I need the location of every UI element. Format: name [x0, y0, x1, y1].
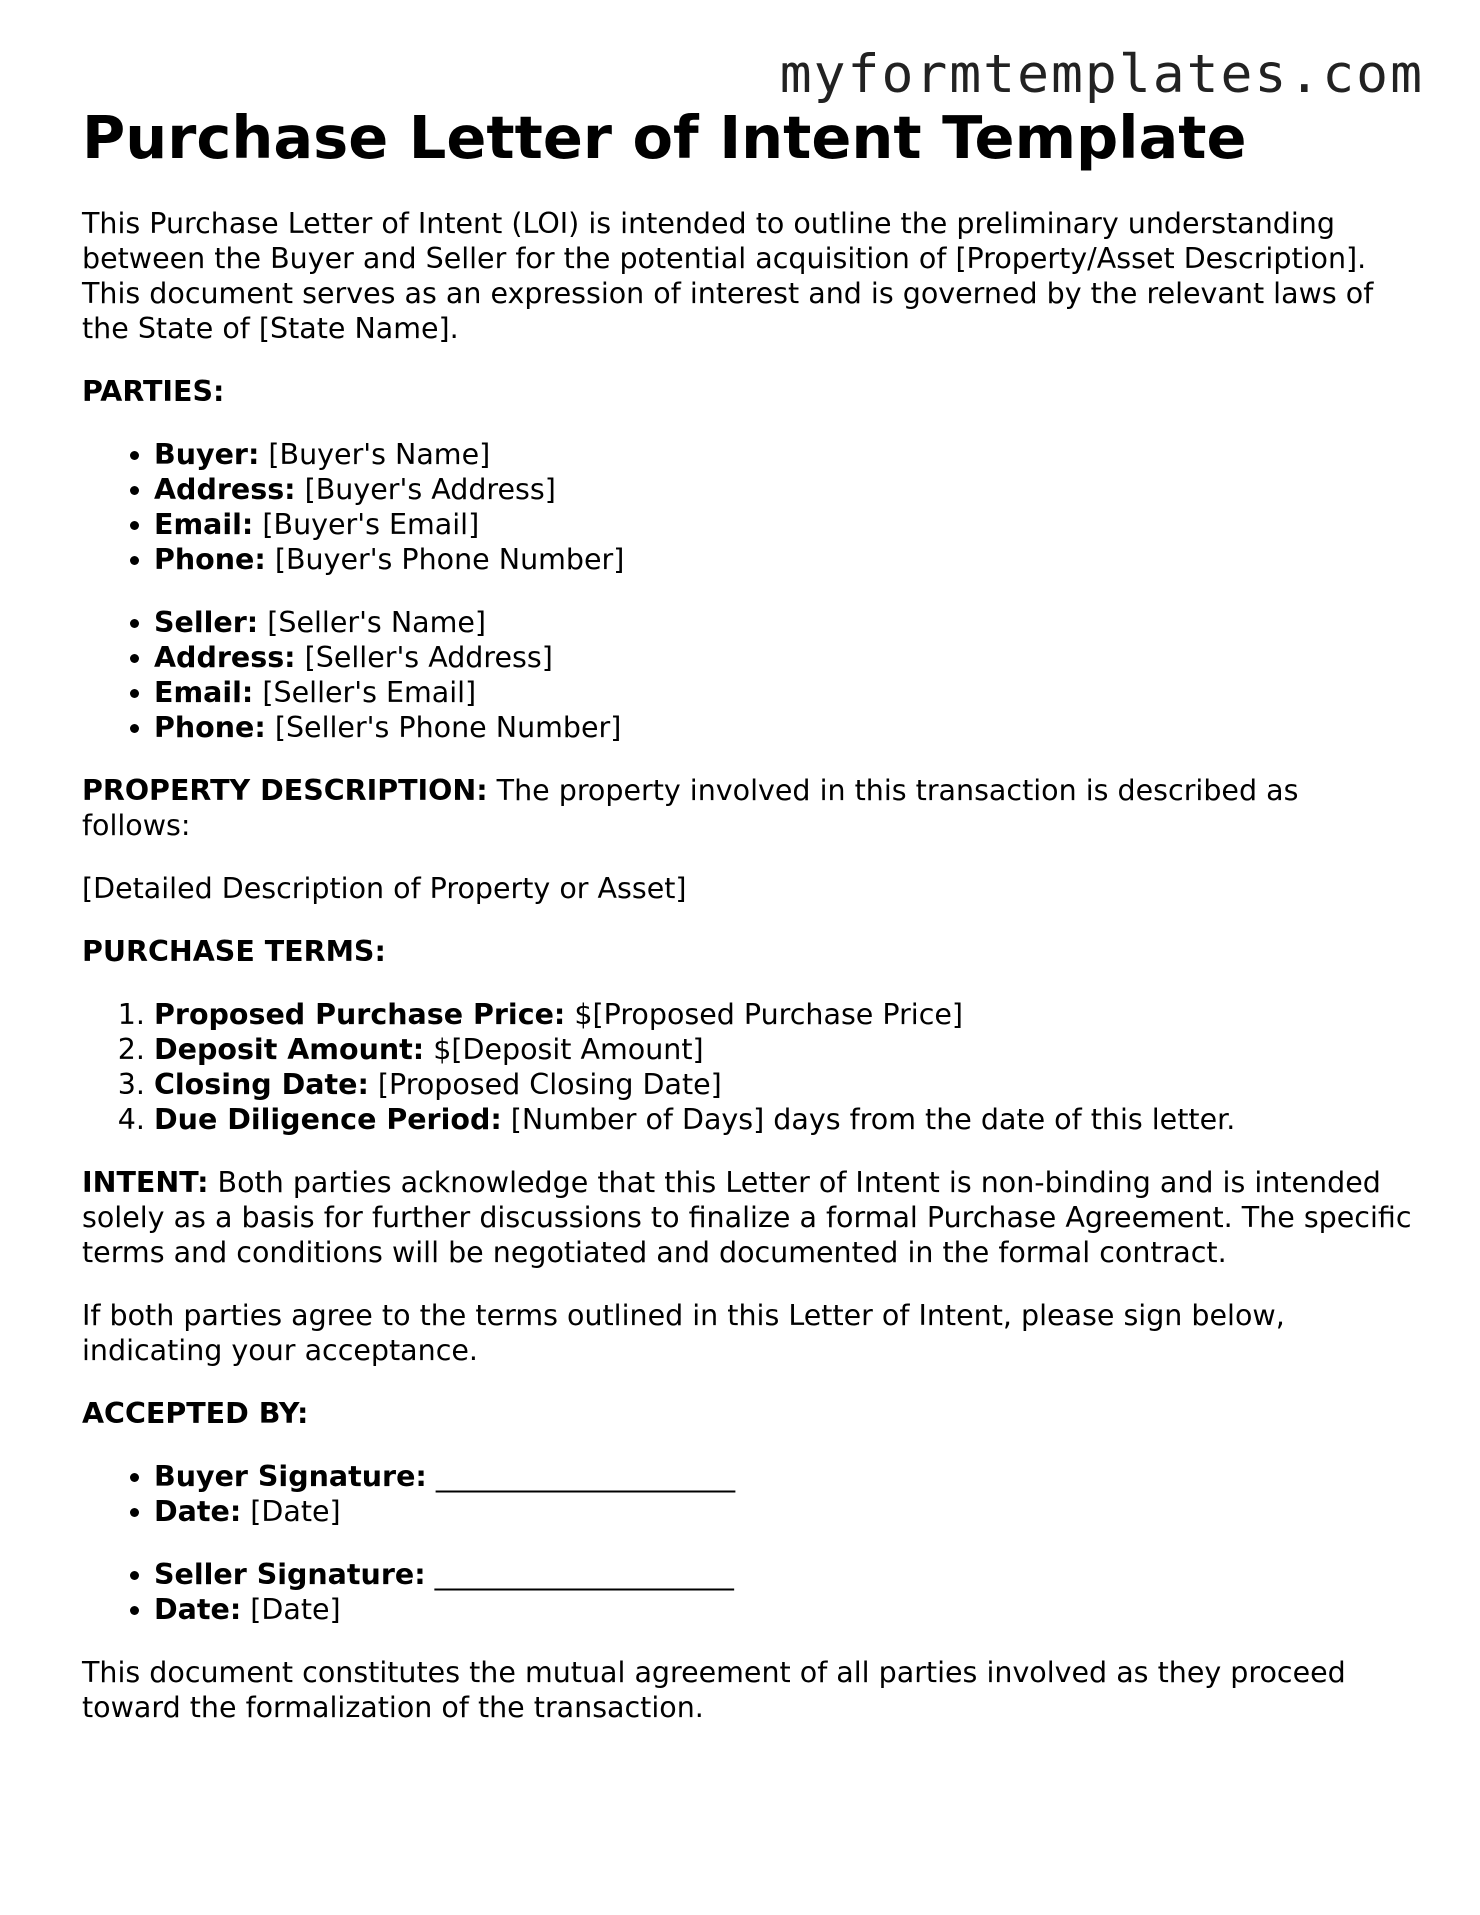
term-label: Deposit Amount: — [154, 1033, 425, 1066]
field-label: Email: — [154, 676, 254, 709]
buyer-signature-list — [82, 1459, 1412, 1529]
property-description-label: PROPERTY DESCRIPTION: — [82, 774, 488, 807]
list-item — [154, 437, 1412, 472]
field-value: [Seller's Email] — [253, 676, 477, 709]
closing-paragraph: This document constitutes the mutual agreement of all parties involved as they proceed toward the formalization of the transaction. — [82, 1656, 1346, 1724]
field-value: [Seller's Address] — [295, 641, 553, 674]
document-page — [82, 100, 1412, 1753]
term-label: Due Diligence Period: — [154, 1103, 502, 1136]
property-description-paragraph — [82, 773, 1412, 843]
list-item — [154, 1557, 1412, 1592]
term-value: [Proposed Closing Date] — [368, 1068, 722, 1101]
field-value: [Seller's Phone Number] — [265, 711, 622, 744]
list-item — [154, 1459, 1412, 1494]
list-item — [154, 1067, 1412, 1102]
accepted-by-heading: ACCEPTED BY: — [82, 1397, 309, 1430]
page-title: Purchase Letter of Intent Template — [82, 103, 1247, 172]
field-value: [Buyer's Email] — [253, 508, 480, 541]
list-item — [154, 472, 1412, 507]
signature-line: _____________________ — [426, 1460, 736, 1493]
intro-paragraph: This Purchase Letter of Intent (LOI) is intended to outline the preliminary understanding between the Buyer and Seller for the potential acquisition of [Property/Asset Description]. This document serves as an expression of interest and is governed by the relevant laws of the State of [State Name]. — [82, 207, 1374, 345]
field-label: Address: — [154, 473, 296, 506]
watermark: myformtemplates.com — [779, 44, 1424, 105]
field-label: Phone: — [154, 711, 266, 744]
date-value: [Date] — [241, 1593, 341, 1626]
term-value: $[Deposit Amount] — [424, 1033, 704, 1066]
field-label: Buyer: — [154, 438, 260, 471]
list-item — [154, 1494, 1412, 1529]
agree-paragraph: If both parties agree to the terms outlined in this Letter of Intent, please sign below, indicating your acceptance. — [82, 1299, 1285, 1367]
term-label: Proposed Purchase Price: — [154, 998, 566, 1031]
intent-text: Both parties acknowledge that this Letter of Intent is non-binding and is intended solely as a basis for further discussions to finalize a formal Purchase Agreement. The specific terms and conditions will be negotiated and documented in the formal contract. — [82, 1166, 1412, 1269]
seller-details-list — [82, 605, 1412, 745]
list-item — [154, 710, 1412, 745]
field-label: Email: — [154, 508, 254, 541]
list-item — [154, 542, 1412, 577]
term-label: Closing Date: — [154, 1068, 369, 1101]
intent-label: INTENT: — [82, 1166, 209, 1199]
list-item — [154, 1592, 1412, 1627]
date-value: [Date] — [241, 1495, 341, 1528]
purchase-terms-list — [82, 997, 1412, 1137]
field-value: [Seller's Name] — [258, 606, 487, 639]
signature-label: Buyer Signature: — [154, 1460, 427, 1493]
parties-heading: PARTIES: — [82, 375, 225, 408]
intent-paragraph — [82, 1165, 1412, 1270]
term-value: [Number of Days] days from the date of this letter. — [501, 1103, 1236, 1136]
field-label: Phone: — [154, 543, 266, 576]
list-item — [154, 1102, 1412, 1137]
field-value: [Buyer's Address] — [295, 473, 556, 506]
signature-line: _____________________ — [425, 1558, 734, 1591]
date-label: Date: — [154, 1495, 242, 1528]
field-value: [Buyer's Phone Number] — [265, 543, 625, 576]
list-item — [154, 1032, 1412, 1067]
list-item — [154, 507, 1412, 542]
list-item — [154, 997, 1412, 1032]
purchase-terms-heading: PURCHASE TERMS: — [82, 935, 386, 968]
list-item — [154, 640, 1412, 675]
field-label: Seller: — [154, 606, 259, 639]
seller-signature-list — [82, 1557, 1412, 1627]
property-description-text: The property involved in this transaction is described as follows: — [82, 774, 1299, 842]
field-value: [Buyer's Name] — [259, 438, 491, 471]
signature-label: Seller Signature: — [154, 1558, 426, 1591]
term-value: $[Proposed Purchase Price] — [565, 998, 964, 1031]
field-label: Address: — [154, 641, 296, 674]
list-item — [154, 675, 1412, 710]
property-detail-placeholder: [Detailed Description of Property or Asset] — [82, 872, 687, 905]
list-item — [154, 605, 1412, 640]
buyer-details-list — [82, 437, 1412, 577]
date-label: Date: — [154, 1593, 242, 1626]
